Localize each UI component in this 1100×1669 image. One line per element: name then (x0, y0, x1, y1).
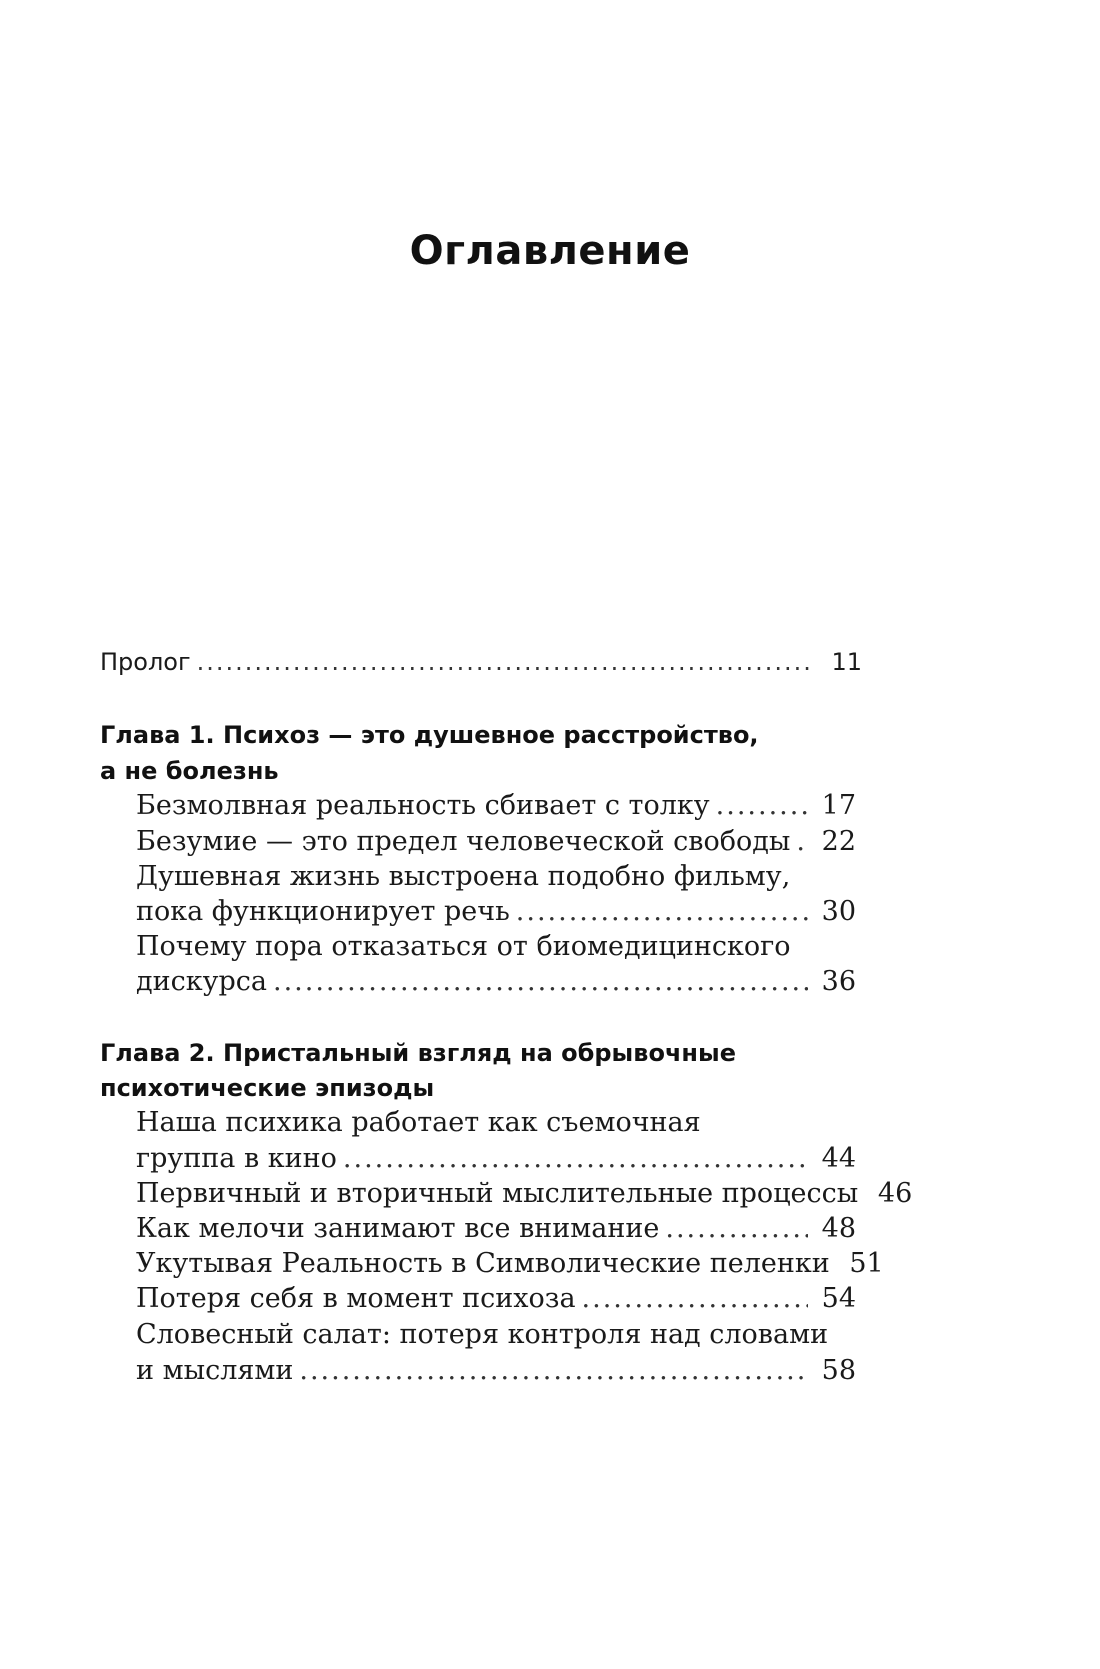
toc-entry-label: Почему пора отказаться от биомедицинского (136, 931, 791, 962)
toc-entry[interactable] (136, 1104, 701, 1142)
toc-entry-cont[interactable] (136, 1352, 856, 1390)
dot-leader (516, 893, 808, 931)
toc-entry-label: Душевная жизнь выстроена подобно фильму, (136, 861, 791, 892)
toc-entry-label: Укутывая Реальность в Символические пеленки (136, 1248, 830, 1279)
chapter-2-heading-cont (100, 1069, 434, 1107)
toc-page-number: 48 (821, 1213, 856, 1244)
dot-leader (197, 643, 814, 681)
toc-page-number: 30 (821, 896, 856, 927)
toc-entry-label: Пролог (100, 648, 191, 676)
toc-entry-label: пока функционирует речь (136, 896, 510, 927)
dot-leader (716, 787, 808, 825)
toc-entry-label: Безмолвная реальность сбивает с толку (136, 790, 710, 821)
chapter-1-heading[interactable] (100, 716, 759, 754)
toc-entry-label: Первичный и вторичный мыслительные процессы (136, 1178, 859, 1209)
toc-entry-label: Как мелочи занимают все внимание (136, 1213, 660, 1244)
toc-page-number: 17 (821, 790, 856, 821)
toc-entry-label: Наша психика работает как съемочная (136, 1107, 701, 1138)
toc-page-number: 36 (821, 966, 856, 997)
toc-entry[interactable] (136, 928, 791, 966)
dot-leader (299, 1352, 808, 1390)
toc-entry-label: и мыслями (136, 1355, 294, 1386)
toc-entry[interactable] (136, 1210, 856, 1248)
toc-page-number: 51 (849, 1248, 884, 1279)
toc-entry[interactable] (136, 1280, 856, 1318)
dot-leader (273, 963, 808, 1001)
toc-entry-label: Безумие — это предел человеческой свободы (136, 826, 791, 857)
dot-leader (665, 1210, 808, 1248)
dot-leader (343, 1140, 808, 1178)
toc-entry[interactable] (136, 787, 856, 825)
toc-page-number: 11 (831, 648, 862, 676)
chapter-heading-line: психотические эпизоды (100, 1074, 435, 1102)
toc-entry-cont[interactable] (136, 893, 856, 931)
toc-page-number: 54 (821, 1283, 856, 1314)
chapter-1-heading-cont (100, 752, 279, 790)
dot-leader (796, 823, 808, 861)
toc-entry[interactable] (136, 1245, 884, 1283)
toc-entry-prologue[interactable] (100, 643, 862, 681)
toc-entry-label: группа в кино (136, 1143, 337, 1174)
chapter-heading-line: Глава 1. Психоз — это душевное расстройство, (100, 721, 759, 749)
toc-entry-label: Словесный салат: потеря контроля над словами (136, 1319, 829, 1350)
toc-entry-cont[interactable] (136, 1140, 856, 1178)
toc-page-number: 22 (821, 826, 856, 857)
toc-page-number: 58 (821, 1355, 856, 1386)
chapter-heading-line: а не болезнь (100, 757, 279, 785)
toc-entry[interactable] (136, 858, 790, 896)
page-title: Оглавление (409, 228, 691, 274)
toc-entry[interactable] (136, 823, 856, 861)
toc-entry[interactable] (136, 1175, 913, 1213)
toc-entry[interactable] (136, 1316, 828, 1354)
dot-leader (582, 1280, 808, 1318)
chapter-heading-line: Глава 2. Пристальный взгляд на обрывочные (100, 1039, 736, 1067)
toc-page-number: 46 (877, 1178, 913, 1209)
chapter-2-heading[interactable] (100, 1034, 736, 1072)
toc-entry-label: Потеря себя в момент психоза (136, 1283, 576, 1314)
toc-entry-cont[interactable] (136, 963, 856, 1001)
toc-page-number: 44 (821, 1143, 856, 1174)
toc-entry-label: дискурса (136, 966, 268, 997)
